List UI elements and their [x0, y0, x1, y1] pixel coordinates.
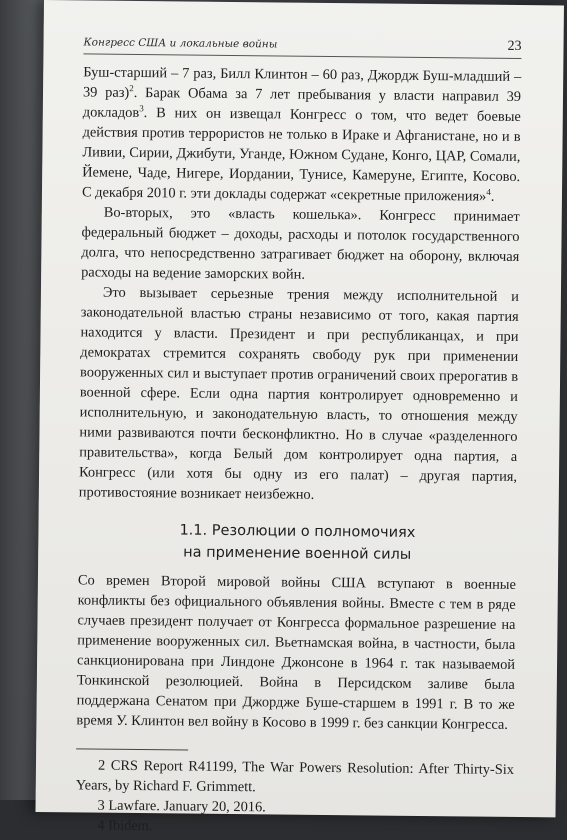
- book-page: [35, 0, 563, 835]
- footnote-rule: [76, 748, 188, 750]
- paragraph-2: Во-вторых, это «власть кошелька». Конгресс принимает федеральный бюджет – доходы, расходы и потолок государственного долга, что непосредственно затрагивает бюджет на оборону, включая расходы на ведение заморских войн.: [81, 204, 520, 283]
- page-number: 23: [507, 38, 522, 55]
- footnote-2: 2 CRS Report R41199, The War Powers Resolution: After Thirty-Six Years, by Richard F. Grimmett.: [75, 757, 515, 796]
- section-heading-line-2: на применение военной силы: [183, 544, 412, 563]
- body-text: [75, 62, 521, 840]
- page-header: [83, 34, 521, 55]
- footnote-ref-4: 4: [486, 186, 491, 197]
- section-heading: [78, 518, 516, 567]
- paragraph-3: Это вызывает серьезные трения между исполнительной и законодательной властью страны независимо от того, какая партия находится у власти. Президент и при республиканцах, и при демократах стремится сохранять свободу рук при применении вооруженных сил и выступает против ограничений своих прерогатив в военной сфере. Если одна партия контролирует одновременно и исполнительную, и законодательную власть, то отношения между ними развиваются почти бесконфликтно. Но в случае «разделенного правительства», когда Белый дом контролирует одна партия, а Конгресс (или хотя бы одну из его палат) – другая партия, противостояние возникает неизбежно.: [78, 284, 519, 503]
- paragraph-4: Со времен Второй мировой войны США вступают в военные конфликты без официального объявления войны. Вместе с тем в ряде случаев президент получает от Конгресса формальное разрешение на применение вооруженных сил. Вьетнамская война, в частности, была санкционирована при Линдоне Джонсоне в 1964 г. так называемой Тонкинской резолюцией. Война в Персидском заливе была поддержана Сенатом при Джордже Буше-старшем в 1991 г. В то же время У. Клинтон вел войну в Косово в 1999 г. без санкции Конгресса.: [76, 572, 516, 733]
- footnote-ref-2: 2: [129, 83, 134, 94]
- section-heading-line-1: 1.1. Резолюции о полномочиях: [179, 522, 416, 541]
- footnote-4: 4 Ibidem.: [97, 817, 153, 835]
- footnote-ref-3: 3: [139, 103, 144, 114]
- footnote-3: 3 Lawfare. January 20, 2016.: [97, 797, 266, 816]
- running-title: Конгресс США и локальные войны: [83, 36, 278, 51]
- paragraph-1: Буш-старший – 7 раз, Билл Клинтон – 60 раз, Джордж Буш-младший – 39 раз)$^2$. Барак Обама за 7 лет пребывания у власти направил 39 докладов$^3$. В них он извещал Конгресс о том, что ведет боевые действия против террористов не только в Ираке и Афганистане, но и в Ливии, Сирии, Джибути, Уганде, Южном Судане, Конго, ЦАР, Сомали, Йемене, Чаде, Нигере, Иордании, Тунисе, Камеруне, Египте, Косово. С декабря 2010 г. эти доклады содержат «секретные приложения»$^4$.: [81, 64, 522, 205]
- footnotes: [75, 755, 514, 840]
